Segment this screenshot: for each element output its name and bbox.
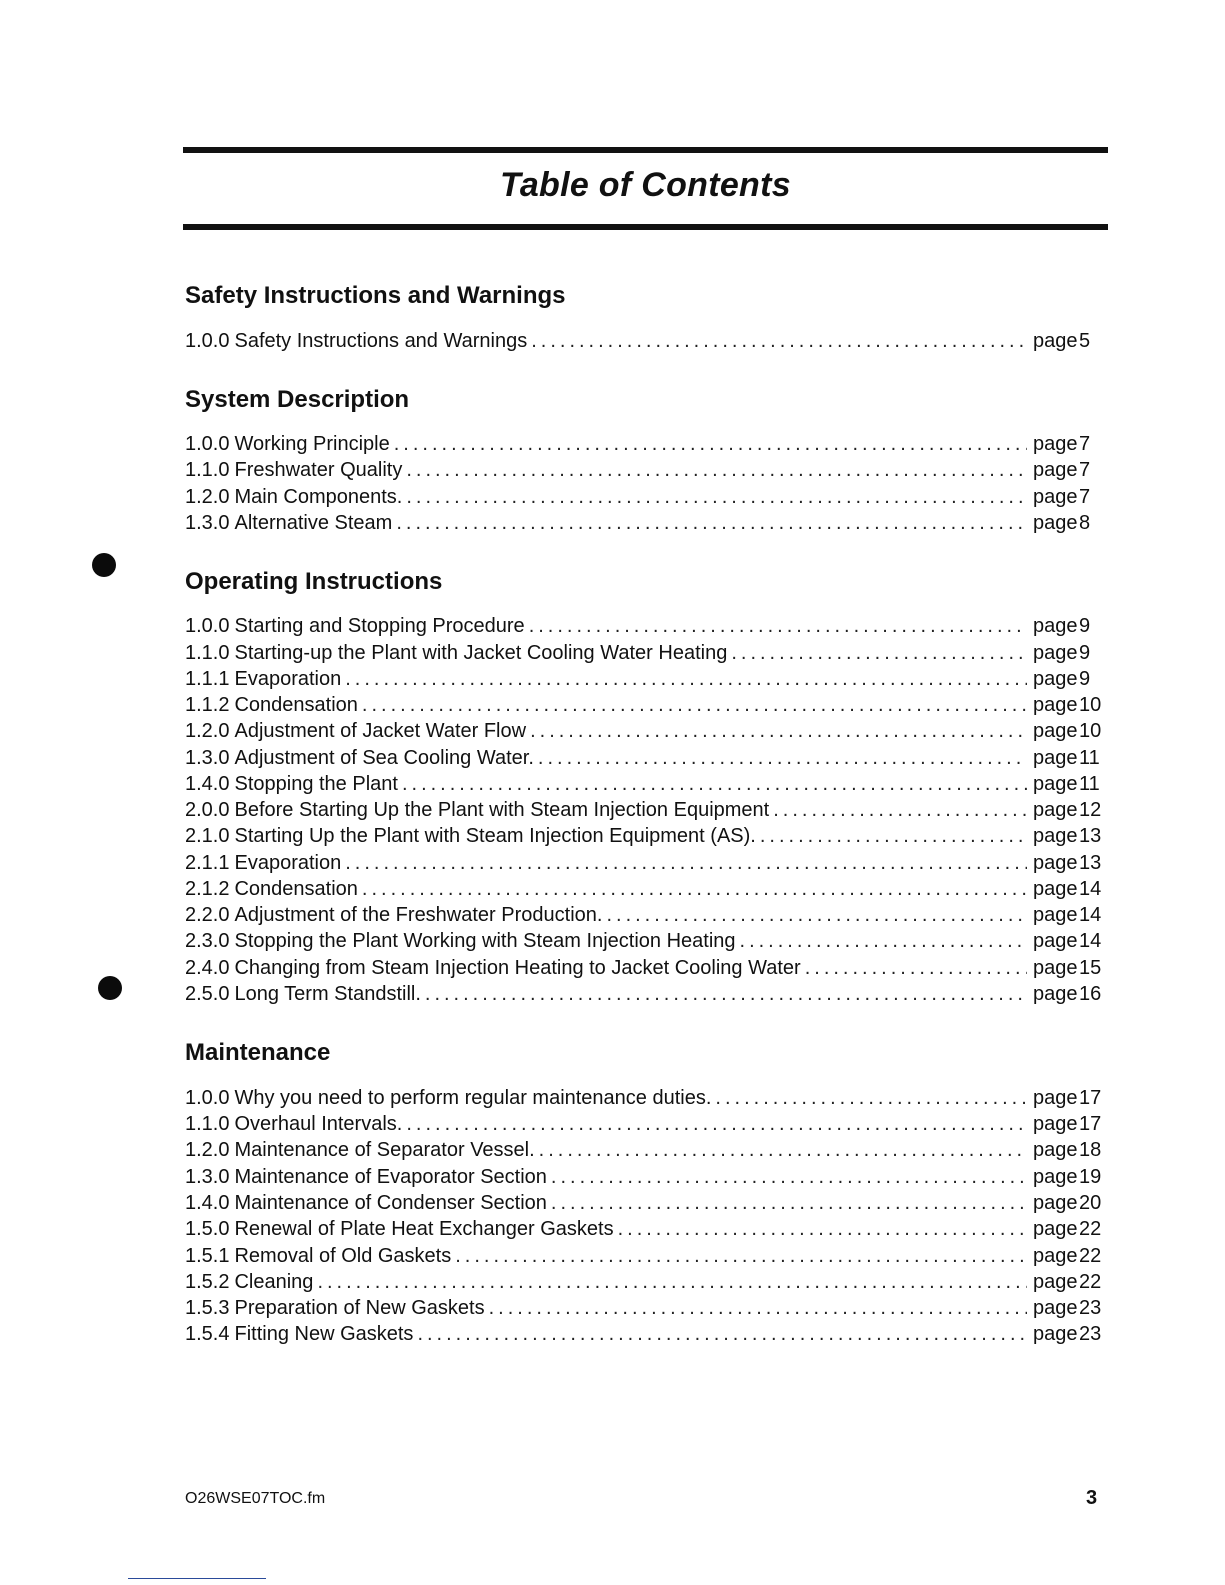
page-label: page: [1033, 852, 1078, 874]
toc-entry[interactable]: [185, 431, 1105, 457]
dot-leader: [530, 718, 1027, 744]
page-number: 20: [1079, 1192, 1102, 1214]
toc-entry[interactable]: [185, 850, 1105, 876]
entry-title: Adjustment of Jacket Water Flow: [234, 720, 527, 742]
page-number: 19: [1079, 1166, 1102, 1188]
entry-title: Changing from Steam Injection Heating to Jacket Cooling Water: [234, 957, 801, 979]
page-number: 9: [1079, 615, 1091, 637]
toc-entry[interactable]: [185, 1269, 1105, 1295]
dot-leader: [531, 328, 1027, 354]
dot-leader: [489, 1295, 1027, 1321]
toc-entry[interactable]: [185, 1295, 1105, 1321]
toc-entry[interactable]: [185, 692, 1105, 718]
page-number: 9: [1079, 668, 1091, 690]
page-number: 10: [1079, 694, 1102, 716]
page-label: page: [1033, 1323, 1078, 1345]
page-number: 14: [1079, 930, 1102, 952]
section-heading-system: System Description: [185, 386, 410, 413]
toc-entry[interactable]: [185, 1111, 1105, 1137]
page-number: 11: [1079, 747, 1100, 769]
dot-leader: [760, 823, 1027, 849]
page-label: page: [1033, 747, 1078, 769]
page-number: 17: [1079, 1113, 1102, 1135]
entry-number: 2.5.0: [185, 983, 230, 1005]
page-number: 12: [1079, 799, 1102, 821]
page-number: 14: [1079, 878, 1102, 900]
dot-leader: [551, 1190, 1027, 1216]
page-label: page: [1033, 1166, 1078, 1188]
entry-title: Stopping the Plant Working with Steam Injection Heating: [234, 930, 736, 952]
page-label: page: [1033, 433, 1078, 455]
page-number: 11: [1079, 773, 1100, 795]
dot-leader: [538, 745, 1027, 771]
entry-title: Cleaning: [234, 1271, 314, 1293]
page-number: 13: [1079, 852, 1102, 874]
dot-leader: [715, 1085, 1027, 1111]
entry-number: 1.5.3: [185, 1297, 230, 1319]
entry-number: 1.2.0: [185, 486, 230, 508]
page-label: page: [1033, 1297, 1078, 1319]
entry-title: Starting and Stopping Procedure: [234, 615, 525, 637]
entry-number: 1.5.0: [185, 1218, 230, 1240]
dot-leader: [417, 1321, 1027, 1347]
dot-leader: [406, 1111, 1027, 1137]
page-number: 7: [1079, 459, 1091, 481]
page-label: page: [1033, 512, 1078, 534]
page-label: page: [1033, 1192, 1078, 1214]
page-label: page: [1033, 904, 1078, 926]
dot-leader: [529, 613, 1027, 639]
section-heading-safety: Safety Instructions and Warnings: [185, 282, 566, 309]
entry-number: 1.5.4: [185, 1323, 230, 1345]
dot-leader: [773, 797, 1027, 823]
entry-number: 1.4.0: [185, 773, 230, 795]
page-number: 5: [1079, 330, 1091, 352]
toc-entry[interactable]: [185, 1190, 1105, 1216]
toc-entry[interactable]: [185, 902, 1105, 928]
entry-title: Adjustment of the Freshwater Production.: [234, 904, 603, 926]
dot-leader: [606, 902, 1027, 928]
entry-title: Removal of Old Gaskets: [234, 1245, 452, 1267]
entry-title: Before Starting Up the Plant with Steam Injection Equipment: [234, 799, 770, 821]
page-number: 18: [1079, 1139, 1102, 1161]
dot-leader: [362, 692, 1027, 718]
dot-leader: [394, 431, 1027, 457]
entry-number: 1.2.0: [185, 1139, 230, 1161]
entry-number: 1.1.0: [185, 459, 230, 481]
entry-title: Stopping the Plant: [234, 773, 398, 795]
toc-entry[interactable]: [185, 823, 1105, 849]
entry-title: Fitting New Gaskets: [234, 1323, 414, 1345]
toc-entry[interactable]: [185, 1085, 1105, 1111]
page-number: 16: [1079, 983, 1102, 1005]
page-label: page: [1033, 1113, 1078, 1135]
toc-entry[interactable]: [185, 666, 1105, 692]
entry-title: Why you need to perform regular maintenance duties.: [234, 1087, 712, 1109]
dot-leader: [805, 955, 1027, 981]
section-heading-maintenance: Maintenance: [185, 1039, 331, 1066]
entry-number: 1.1.0: [185, 1113, 230, 1135]
toc-entry[interactable]: [185, 1243, 1105, 1269]
entry-title: Starting-up the Plant with Jacket Cooling Water Heating: [234, 642, 728, 664]
page-number: 23: [1079, 1297, 1102, 1319]
dot-leader: [396, 510, 1027, 536]
entry-number: 2.0.0: [185, 799, 230, 821]
dot-leader: [362, 876, 1027, 902]
page-number: 9: [1079, 642, 1091, 664]
toc-entry[interactable]: [185, 771, 1105, 797]
page-number: 15: [1079, 957, 1102, 979]
entry-number: 2.4.0: [185, 957, 230, 979]
toc-entry[interactable]: [185, 876, 1105, 902]
page-number: 14: [1079, 904, 1102, 926]
dot-leader: [551, 1164, 1027, 1190]
dot-leader: [406, 457, 1027, 483]
entry-number: 1.0.0: [185, 1087, 230, 1109]
toc-entry[interactable]: [185, 1321, 1105, 1347]
toc-entry[interactable]: [185, 745, 1105, 771]
entry-title: Overhaul Intervals.: [234, 1113, 403, 1135]
entry-title: Condensation: [234, 694, 358, 716]
footer-filename: O26WSE07TOC.fm: [185, 1490, 326, 1507]
dot-leader: [455, 1243, 1027, 1269]
toc-entry[interactable]: [185, 718, 1105, 744]
page-label: page: [1033, 459, 1078, 481]
page-number: 10: [1079, 720, 1102, 742]
entry-title: Working Principle: [234, 433, 390, 455]
toc-entry[interactable]: [185, 457, 1105, 483]
page-label: page: [1033, 1087, 1078, 1109]
entry-number: 1.0.0: [185, 433, 230, 455]
toc-entry[interactable]: [185, 1137, 1105, 1163]
page-label: page: [1033, 486, 1078, 508]
entry-title: Safety Instructions and Warnings: [234, 330, 528, 352]
entry-title: Main Components.: [234, 486, 403, 508]
page-number: 7: [1079, 486, 1091, 508]
entry-number: 1.5.2: [185, 1271, 230, 1293]
entry-number: 1.0.0: [185, 615, 230, 637]
page-label: page: [1033, 799, 1078, 821]
entry-title: Evaporation: [234, 668, 342, 690]
entry-title: Preparation of New Gaskets: [234, 1297, 485, 1319]
toc-entry[interactable]: [185, 640, 1105, 666]
entry-title: Evaporation: [234, 852, 342, 874]
page-label: page: [1033, 615, 1078, 637]
toc-entry[interactable]: [185, 981, 1105, 1007]
toc-entry[interactable]: [185, 797, 1105, 823]
dot-leader: [317, 1269, 1027, 1295]
page-label: page: [1033, 1245, 1078, 1267]
entry-title: Condensation: [234, 878, 358, 900]
entry-number: 1.3.0: [185, 1166, 230, 1188]
page-number: 23: [1079, 1323, 1102, 1345]
page-label: page: [1033, 773, 1078, 795]
toc-entry[interactable]: [185, 484, 1105, 510]
entry-number: 1.1.0: [185, 642, 230, 664]
entry-number: 1.2.0: [185, 720, 230, 742]
footer-page-number: 3: [1086, 1487, 1098, 1509]
entry-number: 1.3.0: [185, 747, 230, 769]
page-label: page: [1033, 825, 1078, 847]
page-number: 13: [1079, 825, 1102, 847]
page-number: 7: [1079, 433, 1091, 455]
dot-leader: [425, 981, 1027, 1007]
page-label: page: [1033, 1271, 1078, 1293]
entry-number: 1.5.1: [185, 1245, 230, 1267]
entry-number: 2.1.0: [185, 825, 230, 847]
entry-number: 1.0.0: [185, 330, 230, 352]
entry-number: 1.1.1: [185, 668, 230, 690]
dot-leader: [618, 1216, 1027, 1242]
binder-hole-mark: [92, 553, 116, 577]
page-number: 22: [1079, 1218, 1102, 1240]
page-number: 22: [1079, 1245, 1102, 1267]
entry-title: Freshwater Quality: [234, 459, 403, 481]
page-label: page: [1033, 694, 1078, 716]
page-label: page: [1033, 720, 1078, 742]
toc-entry[interactable]: [185, 928, 1105, 954]
page-label: page: [1033, 983, 1078, 1005]
page-label: page: [1033, 930, 1078, 952]
page-label: page: [1033, 957, 1078, 979]
entry-number: 1.3.0: [185, 512, 230, 534]
entry-title: Maintenance of Separator Vessel.: [234, 1139, 535, 1161]
toc-entry[interactable]: [185, 510, 1105, 536]
dot-leader: [345, 850, 1027, 876]
entry-title: Alternative Steam: [234, 512, 393, 534]
page-label: page: [1033, 878, 1078, 900]
entry-number: 1.4.0: [185, 1192, 230, 1214]
entry-number: 2.1.2: [185, 878, 230, 900]
page-number: 17: [1079, 1087, 1102, 1109]
dot-leader: [740, 928, 1027, 954]
section-heading-operating: Operating Instructions: [185, 568, 443, 595]
toc-entry[interactable]: [185, 1164, 1105, 1190]
entry-title: Adjustment of Sea Cooling Water.: [234, 747, 534, 769]
entry-number: 2.1.1: [185, 852, 230, 874]
dot-leader: [406, 484, 1027, 510]
toc-entry[interactable]: [185, 1216, 1105, 1242]
toc-entry[interactable]: [185, 613, 1105, 639]
dot-leader: [539, 1137, 1027, 1163]
entry-title: Renewal of Plate Heat Exchanger Gaskets: [234, 1218, 614, 1240]
page-label: page: [1033, 642, 1078, 664]
entry-number: 2.3.0: [185, 930, 230, 952]
entry-title: Long Term Standstill.: [234, 983, 421, 1005]
scan-edge-mark: [128, 1578, 266, 1579]
page-label: page: [1033, 1218, 1078, 1240]
dot-leader: [345, 666, 1027, 692]
dot-leader: [402, 771, 1027, 797]
page-label: page: [1033, 1139, 1078, 1161]
toc-entry[interactable]: [185, 328, 1105, 354]
page-number: 22: [1079, 1271, 1102, 1293]
entry-number: 1.1.2: [185, 694, 230, 716]
toc-entry[interactable]: [185, 955, 1105, 981]
entry-number: 2.2.0: [185, 904, 230, 926]
dot-leader: [731, 640, 1027, 666]
entry-title: Maintenance of Condenser Section: [234, 1192, 547, 1214]
page-title: Table of Contents: [500, 166, 791, 204]
table-of-contents: [185, 0, 1105, 1400]
entry-title: Starting Up the Plant with Steam Injection Equipment (AS).: [234, 825, 756, 847]
page-label: page: [1033, 330, 1078, 352]
binder-hole-mark: [98, 976, 122, 1000]
page-number: 8: [1079, 512, 1091, 534]
entry-title: Maintenance of Evaporator Section: [234, 1166, 547, 1188]
page-label: page: [1033, 668, 1078, 690]
